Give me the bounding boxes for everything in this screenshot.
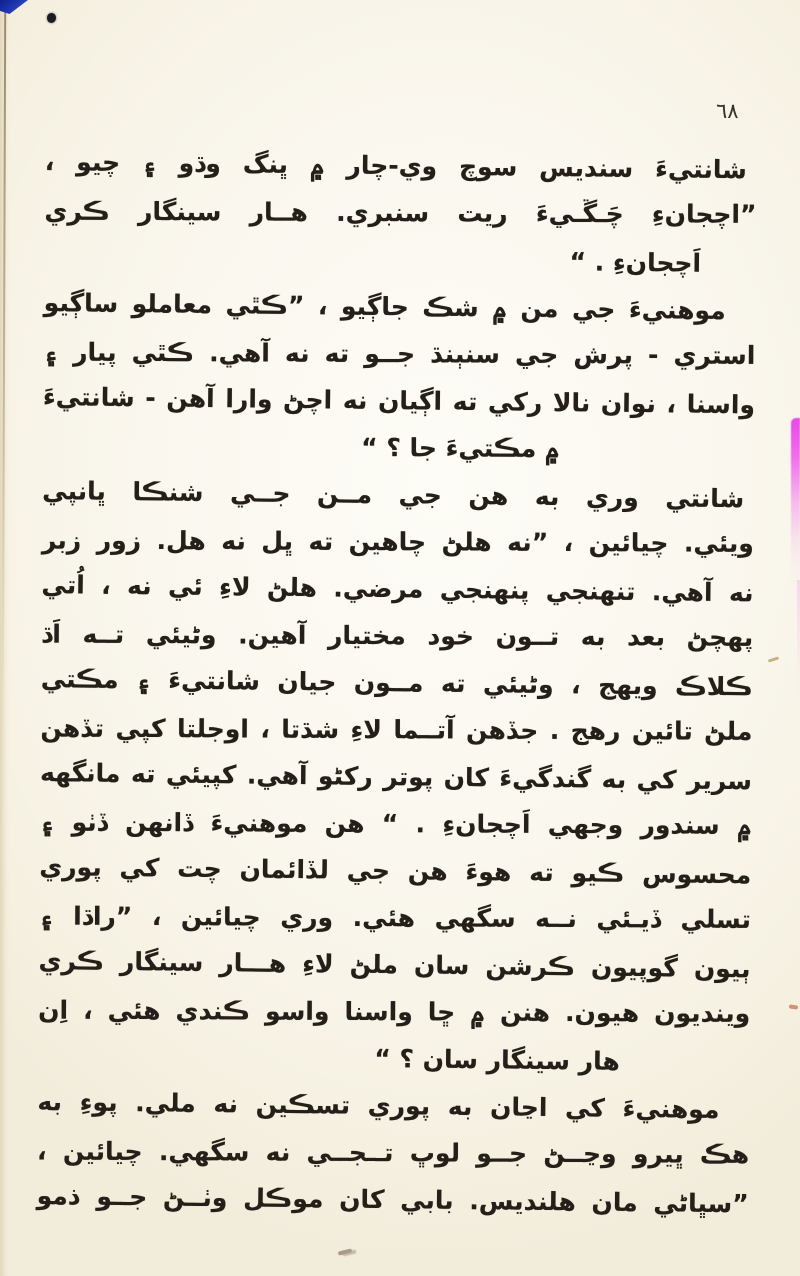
text-line: اَچجانءِ . “ [569,247,702,278]
left-fold-line [2,10,6,710]
paragraph [38,468,755,1085]
text-line: واسنا ، نوان نالا رکي ته اڳيان نه اچڻ وارا آهن - شانتيءَ [42,382,756,420]
body-text [37,139,757,1226]
page-number: ٦٨ [716,98,740,124]
text-line: محسوس ڪيو ته هوءَ هن جي لڏائمان چت کي پوري [39,852,752,890]
paragraph [44,139,757,286]
text-line: وينديون هيون. هنن ۾ ڇا واسنا واسو ڪندي هئي ، اِن [38,995,751,1028]
scan-stray-mark [768,656,779,662]
text-line: موهنيءَ کي اڃان به پوري تسڪين نه ملي. پوءِ به [37,1087,720,1124]
blue-corner-mark [0,0,28,14]
text-line: ويئي. چيائين ، ”نه هلڻ چاهين ته ڀل نه هل. زور زبر [41,525,754,558]
paragraph [42,280,755,474]
text-line: پهچڻ بعد به تــون خود مختيار آهين. وڻيئي تــه اَڌ [41,619,754,652]
text-line: ملڻ تائين رهج . جڏهن آتــما لاءِ شڌتا ، اوجلتا کپي تڏهن [40,713,753,746]
text-line: نه آهي. تنهنجي پنهنجي مرضي. هلڻ لاءِ ئي نه ، اُتي [41,570,754,608]
paragraph [37,1079,750,1226]
text-line: ”سڀاڻي مان هلنديس. بابي کان موڪل وٺــڻ جــو ذمو [36,1181,749,1219]
text-line: ڪلاڪ ويهج ، وڻيئي ته مــون جيان شانتيءَ ۽ مڪتي [40,664,753,702]
text-line: ٻيون گوپيون ڪرشن سان ملڻ لاءِ هـــار سينگار ڪري [38,946,751,984]
text-line: سرير کي به گندگيءَ کان پوتر رکڻو آهي. کپيئي ته مانگهه [39,758,753,796]
scan-stray-mark [789,1004,798,1009]
pink-marker-strip [791,418,800,588]
text-line: شانتي وري به هن جي مــن جــي شنڪا ڀانپي [42,476,745,514]
text-line: استري - پرش جي سنٻنڌ جــو ته نه آهي. ڪٿي پيار ۽ [43,337,756,370]
text-line: ”اچجانءِ چَـڱـيءَ ريت سنبري. هــار سينگار ڪري [44,196,757,229]
text-line: ۾ مڪتيءَ جا ؟ “ [361,433,560,463]
scan-smudge [338,1248,353,1255]
ink-spot [47,13,56,23]
text-line: هار سينگار سان ؟ “ [374,1043,620,1076]
text-line: هڪ ڀيرو وڃــڻ جــو لوڀ تــجــي نه سگهي. چيائين ، [37,1136,750,1169]
text-line: شانتيءَ سنديس سوچ وي-چار ۾ ڀنگ وڌو ۽ چيو ، [44,147,747,185]
text-line: موهنيءَ جي من ۾ شڪ جاڳيو ، ”ڪٿي معاملو ساڳيو [43,288,726,326]
text-line: ۾ سندور وجهي اَچجانءِ . “ هن موهنيءَ ڏانهن ڏٺو ۽ [39,807,752,840]
text-line: تسلي ڏيـئي نــه سگهي هئي. وري چيائين ، ”راڌا ۽ [38,901,751,934]
